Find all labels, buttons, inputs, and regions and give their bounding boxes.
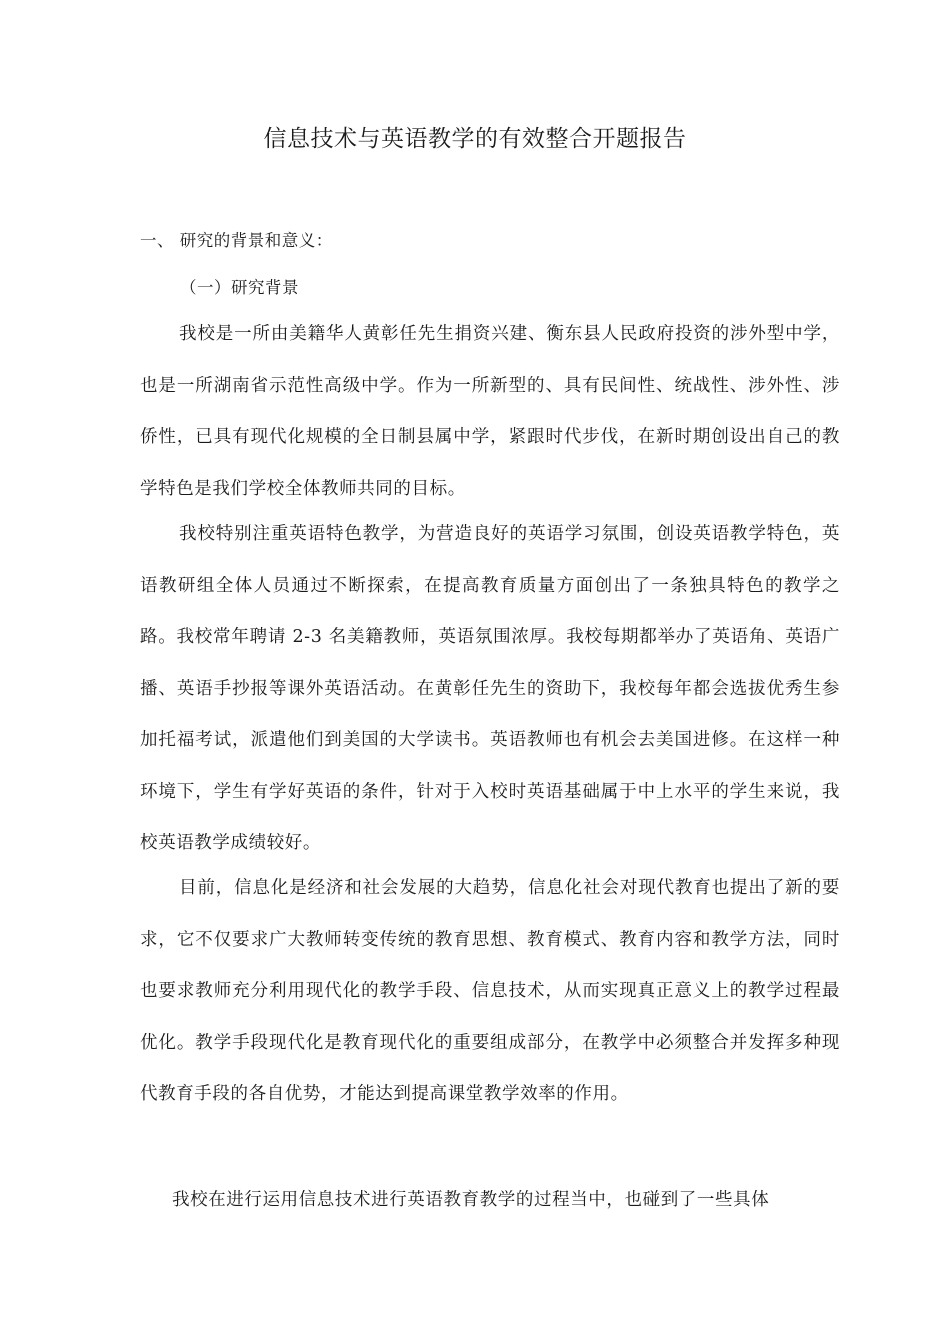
document-title: 信息技术与英语教学的有效整合开题报告 — [263, 126, 687, 152]
body-paragraph: 我校特别注重英语特色教学，为营造良好的英语学习氛围，创设英语教学特色，英语教研组全体人员通过不断探索，在提高教育质量方面创出了一条独具特色的教学之路。我校常年聘请 2-3 名美籍教师，英语氛围浓厚。我校每期都举办了英语角、英语广播、英语手抄报等课外英语活动。在黄彰任先生的资助下，我校每年都会选拔优秀生参加托福考试，派遣他们到美国的大学读书。英语教师也有机会去美国进修。在这样一种环境下，学生有学好英语的条件，针对于入校时英语基础属于中上水平的学生来说，我校英语教学成绩较好。 — [140, 524, 840, 853]
section-heading: 一、 研究的背景和意义： — [140, 231, 333, 250]
body-paragraph: 我校在进行运用信息技术进行英语教育教学的过程当中，也碰到了一些具体 — [172, 1190, 770, 1210]
body-paragraph: 我校是一所由美籍华人黄彰任先生捐资兴建、衡东县人民政府投资的涉外型中学，也是一所湖南省示范性高级中学。作为一所新型的、具有民间性、统战性、涉外性、涉侨性，已具有现代化规模的全日制县属中学，紧跟时代步伐，在新时期创设出自己的教学特色是我们学校全体教师共同的目标。 — [140, 324, 840, 499]
subsection-heading: （一）研究背景 — [180, 278, 299, 297]
body-paragraph: 目前，信息化是经济和社会发展的大趋势，信息化社会对现代教育也提出了新的要求，它不仅要求广大教师转变传统的教育思想、教育模式、教育内容和教学方法，同时也要求教师充分利用现代化的教学手段、信息技术，从而实现真正意义上的教学过程最优化。教学手段现代化是教育现代化的重要组成部分，在教学中必须整合并发挥多种现代教育手段的各自优势，才能达到提高课堂教学效率的作用。 — [140, 878, 840, 1104]
